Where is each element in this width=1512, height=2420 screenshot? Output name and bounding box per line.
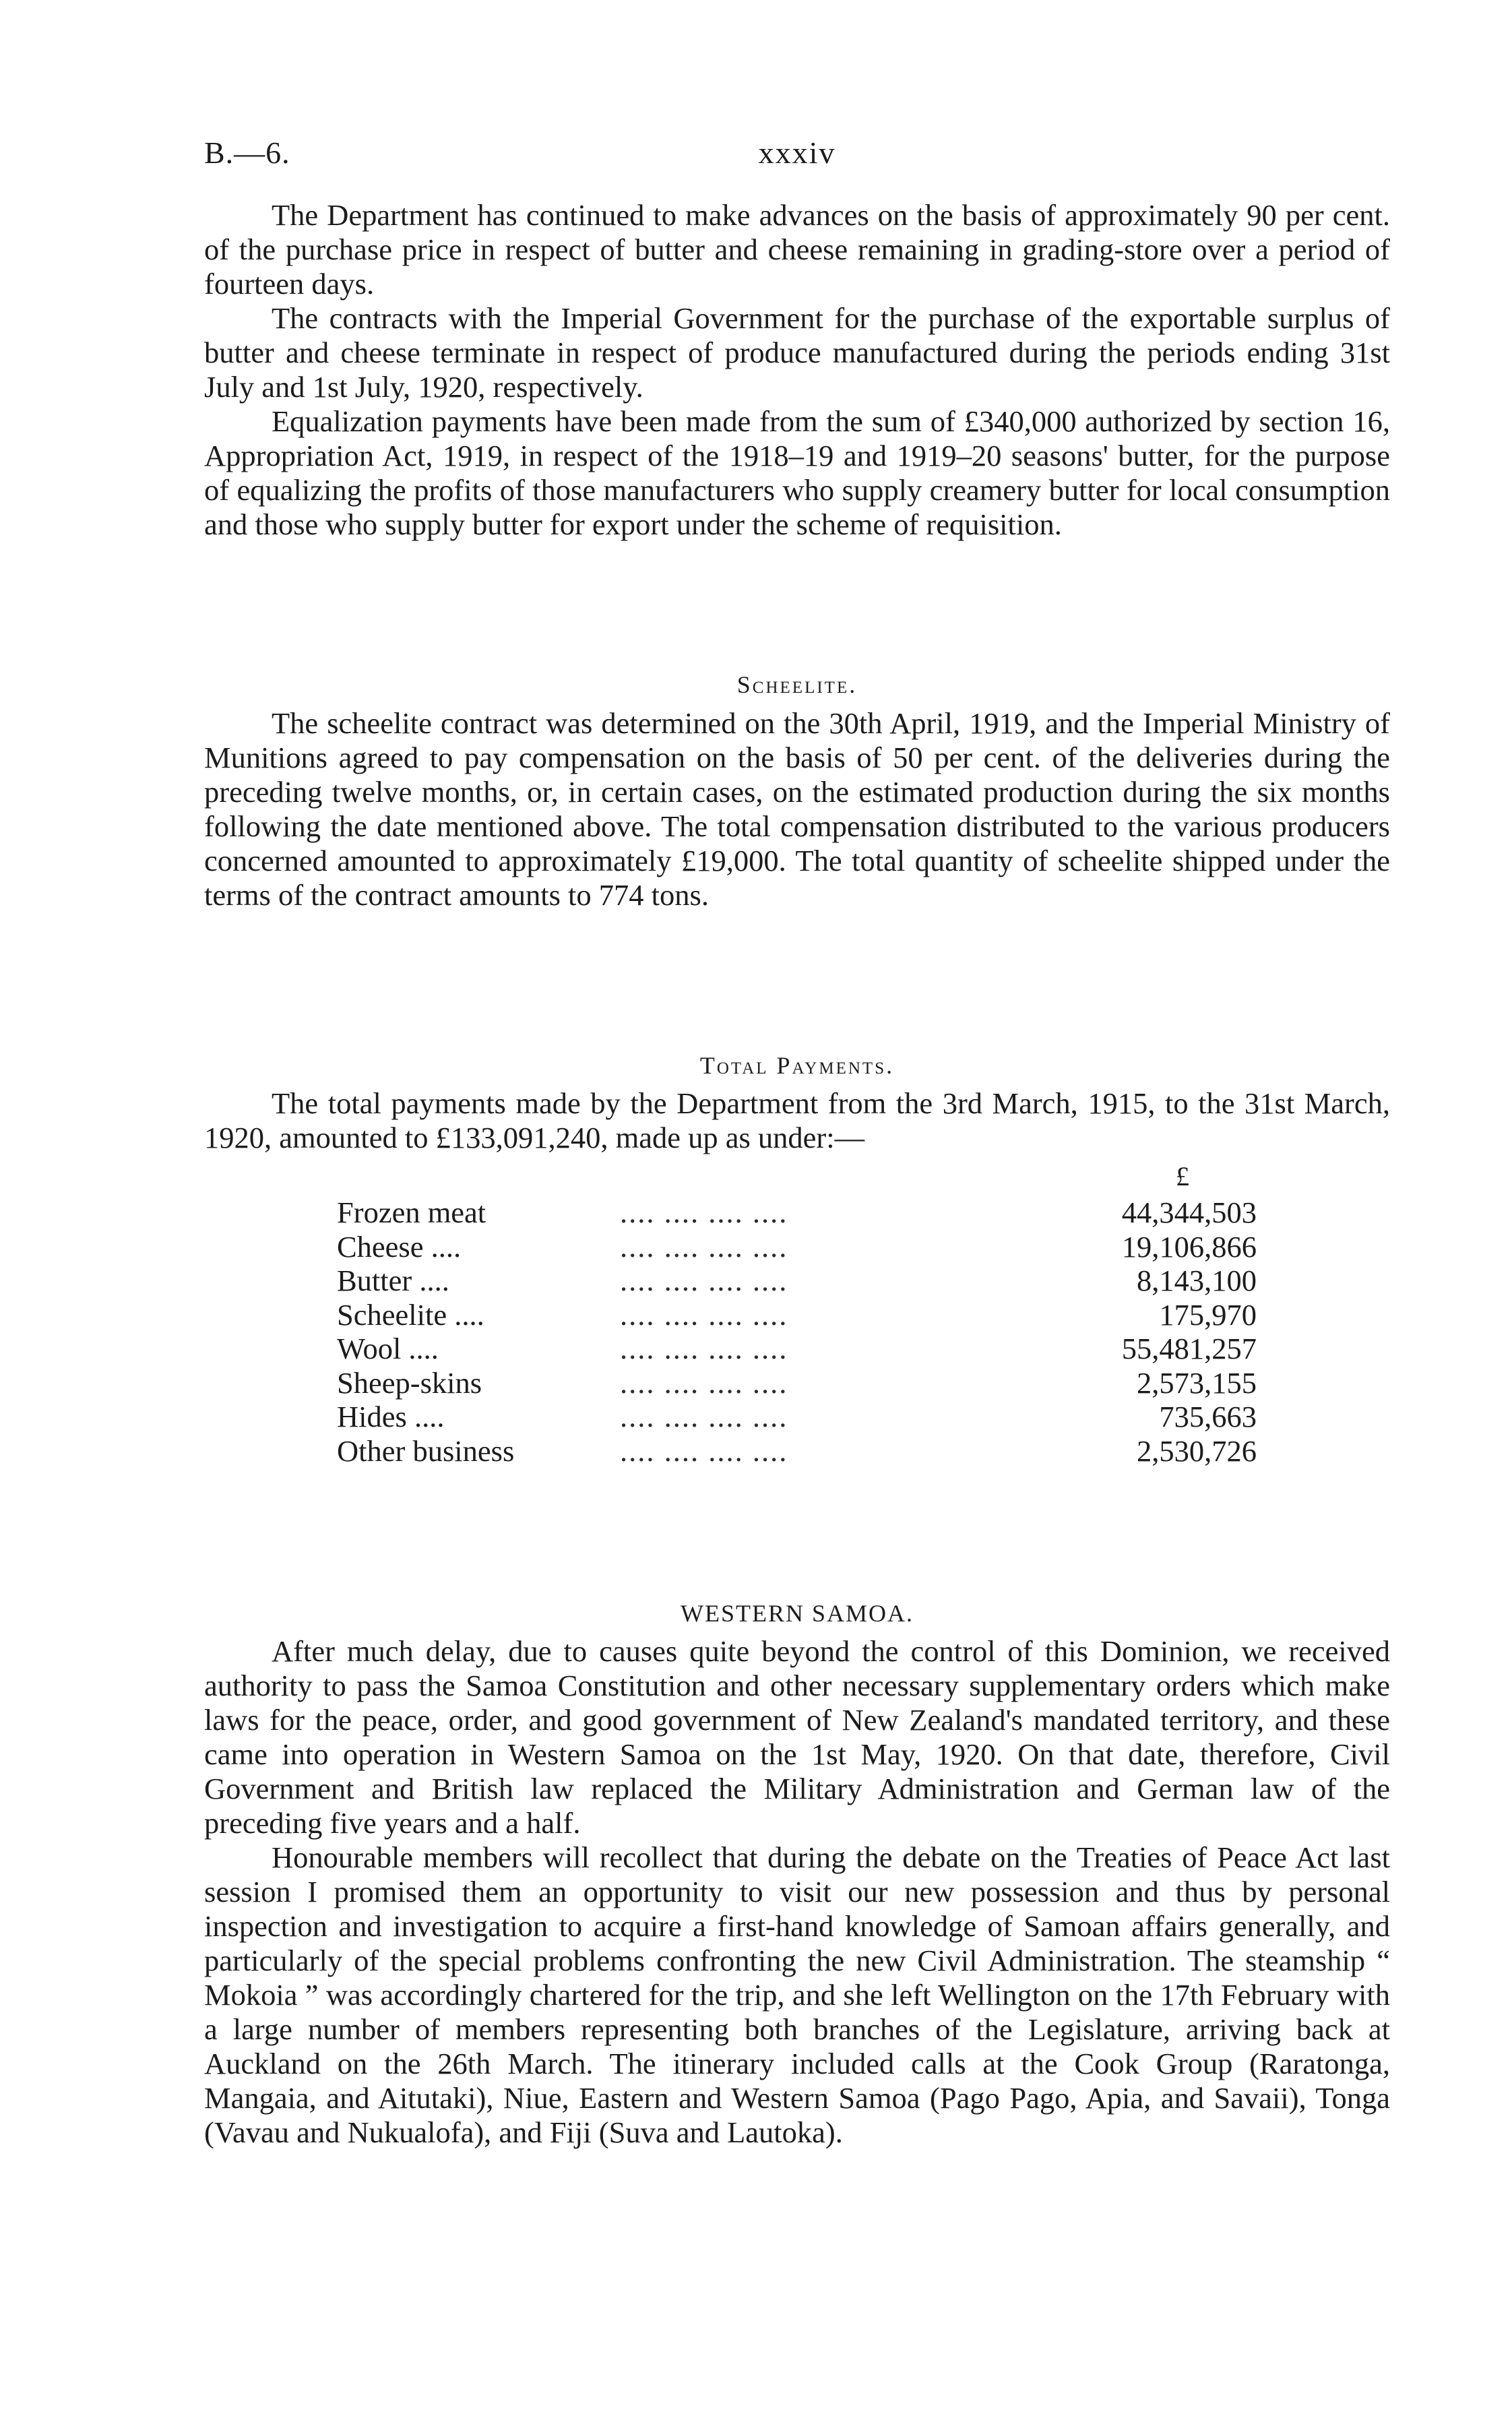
row-label: Wool ....: [337, 1332, 439, 1365]
row-amount: 735,663: [1159, 1400, 1257, 1433]
scheelite-paragraph: The scheelite contract was determined on the 30th April, 1919, and the Imperial Ministry of Munitions agreed to pay compensation on the basis of 50 per cent. of the deliveries during the preceding twelve months, or, in certain cases, on the estimated production during the six months following the date mentioned above. The total compensation distributed to the various producers concerned amounted to approximately £19,000. The total quantity of scheelite shipped under the terms of the contract amounts to 774 tons.: [204, 706, 1390, 912]
western-samoa-paragraph-2: Honourable members will recollect that during the debate on the Treaties of Peace Act last session I promised them an opportunity to visit our new possession and thus by personal inspection and investigation to acquire a first-hand knowledge of Samoan affairs generally, and particularly of the special problems confronting the new Civil Administration. The steamship “ Mokoia ” was accordingly chartered for the trip, and she left Wellington on the 17th February with a large number of members representing both branches of the Legislature, arriving back at Auckland on the 26th March. The itinerary included calls at the Cook Group (Raratonga, Mangaia, and Aitutaki), Niue, Eastern and Western Samoa (Pago Pago, Apia, and Savaii), Tonga (Vavau and Nukualofa), and Fiji (Suva and Lautoka).: [204, 1840, 1390, 2149]
row-label: Cheese ....: [337, 1229, 462, 1264]
western-samoa-heading: WESTERN SAMOA.: [680, 1600, 914, 1627]
row-leader-dots: .... .... .... ....: [620, 1400, 788, 1433]
table-row: [337, 1196, 1257, 1230]
table-row: [337, 1366, 1257, 1400]
advances-paragraph-2: The contracts with the Imperial Government for the purchase of the exportable surplus of butter and cheese terminate in respect of produce manufactured during the periods ending 31st July and 1st July, 1920, respectively.: [204, 301, 1390, 404]
row-leader-dots: .... .... .... ....: [620, 1229, 788, 1264]
row-amount: 175,970: [1159, 1297, 1257, 1332]
row-label: Other business: [337, 1433, 515, 1468]
row-amount: 19,106,866: [1121, 1229, 1257, 1264]
row-label: Scheelite ....: [337, 1297, 484, 1332]
table-row: [337, 1434, 1257, 1468]
table-row: [337, 1298, 1257, 1332]
total-payments-paragraph: The total payments made by the Department from the 3rd March, 1915, to the 31st March, 1920, amounted to £133,091,240, made up as under:—: [204, 1086, 1390, 1154]
row-leader-dots: .... .... .... ....: [620, 1264, 788, 1297]
currency-label: £: [1176, 1161, 1189, 1191]
document-reference: B.—6.: [204, 135, 290, 170]
row-label: Frozen meat: [337, 1196, 486, 1229]
row-amount: 44,344,503: [1121, 1196, 1257, 1229]
scheelite-section: [204, 706, 1390, 912]
row-leader-dots: .... .... .... ....: [620, 1433, 788, 1468]
table-row: [337, 1230, 1257, 1264]
row-label: Butter ....: [337, 1264, 449, 1297]
row-amount: 8,143,100: [1137, 1264, 1257, 1297]
row-leader-dots: .... .... .... ....: [620, 1365, 788, 1400]
row-leader-dots: .... .... .... ....: [620, 1297, 788, 1332]
table-row: [337, 1400, 1257, 1434]
advances-paragraph-1: The Department has continued to make advances on the basis of approximately 90 per cent. of the purchase price in respect of butter and cheese remaining in grading-store over a period of fourteen days.: [204, 198, 1390, 301]
scheelite-heading: Scheelite.: [736, 671, 858, 698]
page-number: xxxiv: [758, 135, 836, 170]
row-label: Hides ....: [337, 1400, 445, 1433]
western-samoa-paragraph-1: After much delay, due to causes quite beyond the control of this Dominion, we received authority to pass the Samoa Constitution and other necessary supplementary orders which make laws for the peace, order, and good government of New Zealand's mandated territory, and these came into operation in Western Samoa on the 1st May, 1920. On that date, therefore, Civil Government and British law replaced the Military Administration and German law of the preceding five years and a half.: [204, 1634, 1390, 1840]
row-amount: 55,481,257: [1121, 1332, 1257, 1365]
row-leader-dots: .... .... .... ....: [620, 1196, 788, 1229]
total-payments-section: [204, 1086, 1390, 1155]
advances-paragraph-3: Equalization payments have been made from the sum of £340,000 authorized by section 16, Appropriation Act, 1919, in respect of the 1918–19 and 1919–20 seasons' butter, for the purpose of equalizing the profits of those manufacturers who supply creamery butter for local consumption and those who supply butter for export under the scheme of requisition.: [204, 404, 1390, 541]
row-amount: 2,573,155: [1137, 1365, 1257, 1400]
row-label: Sheep-skins: [337, 1365, 482, 1400]
page-header: [204, 135, 1390, 175]
row-amount: 2,530,726: [1137, 1433, 1257, 1468]
table-row: [337, 1332, 1257, 1366]
table-row: [337, 1264, 1257, 1298]
advances-section: [204, 198, 1390, 542]
total-payments-heading: Total Payments.: [699, 1052, 895, 1079]
row-leader-dots: .... .... .... ....: [620, 1332, 788, 1365]
western-samoa-section: [204, 1634, 1390, 2150]
